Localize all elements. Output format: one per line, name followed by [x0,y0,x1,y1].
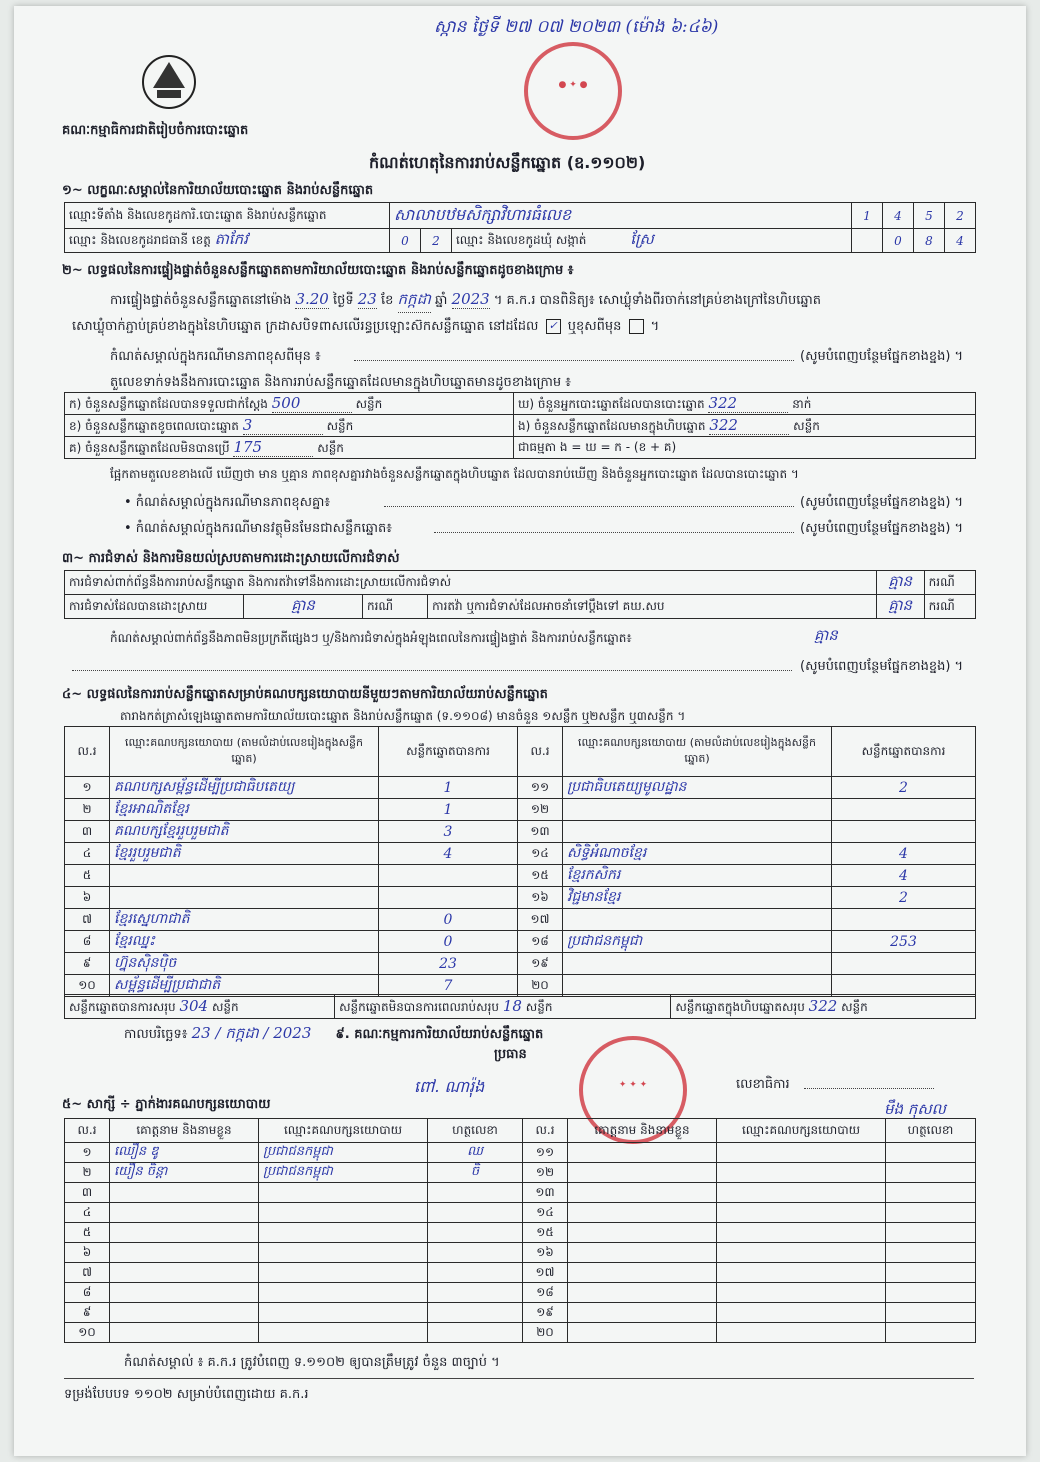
total-invalid-value: 18 [502,996,522,1015]
result-party [563,909,832,931]
secretary-dotline [804,1088,934,1089]
result-row [65,799,976,821]
witness-no: ៥ [65,1223,110,1243]
witness-party [717,1243,886,1263]
date-value: 23 / កក្កដា / 2023 [191,1024,312,1042]
witness-party [259,1263,428,1283]
witness-signature [886,1163,976,1183]
witness-no: ១០ [65,1323,110,1343]
witness-name [568,1283,717,1303]
figures-intro: តួលេខទាក់ទងនឹងការបោះឆ្នោត និងការរាប់សន្លឹកឆ្នោតដែលមានក្នុងហិបឆ្នោតមានដូចខាងក្រោម ៖ [110,375,571,390]
seal-check-line: សោឃ្លុំចាក់ភ្ជាប់គ្រប់ខាងក្នុងនៃហិបឆ្នោត ក្រដាសបិទពាសលើរន្ធប្រឡោះស៊កសន្លឹកឆ្នោត នៅដដែល ✓ ឬខុសពីមុន ។ [72,319,660,334]
witness-name [110,1323,259,1343]
witness-no: ១៣ [523,1183,568,1203]
witness-party [259,1283,428,1303]
witness-name [110,1283,259,1303]
unit-label: សន្លឹក [211,999,239,1014]
result-no: ៣ [65,821,110,843]
result-party: ខ្មែរអាណិតខ្មែរ [110,799,379,821]
result-no: ១១ [518,777,563,799]
col-no: ល.រ [65,727,110,777]
case-label: ករណី [924,595,975,619]
col-name: គោត្តនាម និងនាមខ្លួន [568,1119,717,1143]
result-no: ១២ [518,799,563,821]
witness-signature [886,1243,976,1263]
verify-year: 2023 [451,290,490,308]
appeal-value: គ្មាន [876,595,924,619]
total-box-label: សន្លឹកឆ្នោតក្នុងហិបឆ្នោតសរុប [675,999,805,1014]
footer-divider [64,1378,974,1379]
witness-table [64,1118,976,1343]
bullet-difference-dotline [384,506,794,507]
witness-signature [428,1283,523,1303]
location-code-digit: 1 [852,203,883,229]
handwritten-scan-note: ស្កាន​ ថ្ងៃទី ២៧ ០៧ ២០២៣ (ម៉ោង ៦:៤៦) [434,17,719,37]
province-cell [65,229,390,253]
form-footer: ទម្រង់បែបបទ ១១០២ សម្រាប់បំពេញដោយ គ.ក.រ [64,1387,309,1402]
verify-month: កក្កដា [398,290,431,313]
objection-count-label: ការជំទាស់ពាក់ព័ន្ធនឹងការរាប់សន្លឹកឆ្នោត និងការតវ៉ាទៅនឹងការដោះស្រាយលើការជំទាស់ [65,571,877,595]
witness-row [65,1243,976,1263]
result-no: ២ [65,799,110,821]
result-votes: 253 [832,931,976,953]
witness-no: ២០ [523,1323,568,1343]
result-party [110,887,379,909]
witness-signature [886,1183,976,1203]
witness-signature [428,1303,523,1323]
formula: ជាធម្មតា ង = ឃ = ក - (ខ + គ) [514,437,976,459]
witness-signature: ចិ [428,1163,523,1183]
witness-name [110,1243,259,1263]
committee-label: ៩. គណៈកម្មការការិយាល័យរាប់សន្លឹកឆ្នោត [335,1027,544,1042]
result-votes [832,821,976,843]
figure-d-value: 322 [708,394,788,413]
result-no: ១៩ [518,953,563,975]
witness-no: ៣ [65,1183,110,1203]
bullet-difference: • កំណត់សម្គាល់ក្នុងករណីមានភាពខុសគ្នា៖ [124,495,331,510]
witness-party: ប្រជាជនកម្ពុជា [259,1143,428,1163]
witness-no: ១៩ [523,1303,568,1323]
witness-party [259,1203,428,1223]
section3-title: ៣~ ការជំទាស់ និងការមិនយល់ស្របតាមការដោះស្រាយលើការជំទាស់ [62,551,400,566]
verification-line [110,290,821,313]
result-row [65,821,976,843]
result-votes: 1 [379,777,518,799]
location-code-digit: 2 [945,203,976,229]
result-no: ១៣ [518,821,563,843]
witness-no: ១៤ [523,1203,568,1223]
bullet-nonballot-dotline [434,532,794,533]
location-code-digit: 4 [883,203,914,229]
unit-label: សន្លឹក [793,418,820,433]
province-label: ឈ្មោះ និងលេខកូដរាជធានី ខេត្ត [69,232,211,247]
committee-official-seal: ✦ ✦ ✦ [579,1036,687,1144]
total-valid-value: 304 [179,996,209,1015]
result-votes: 0 [379,909,518,931]
witness-party [717,1143,886,1163]
result-votes: 4 [832,843,976,865]
col-votes: សន្លឹកឆ្នោតបានការ [379,727,518,777]
result-no: ១៥ [518,865,563,887]
unit-label: សន្លឹក [317,440,344,455]
result-party: សិទ្ធិអំណាចខ្មែរ [563,843,832,865]
date-line [124,1024,543,1046]
result-row [65,843,976,865]
witness-signature [886,1223,976,1243]
total-invalid-label: សន្លឹកឆ្នោតមិនបានការពេលរាប់សរុប [339,999,500,1014]
unchanged-checkbox[interactable]: ✓ [546,319,561,334]
result-no: ៤ [65,843,110,865]
witness-name [110,1183,259,1203]
result-party [563,799,832,821]
figure-b-label: ខ) ចំនួនសន្លឹកឆ្នោតខូចពេលបោះឆ្នោត [69,418,239,433]
witness-party [717,1303,886,1323]
location-table [64,202,976,253]
witness-name [568,1243,717,1263]
verify-day-label: ថ្ងៃទី [332,293,354,308]
seal-check-text: សោឃ្លុំចាក់ភ្ជាប់គ្រប់ខាងក្នុងនៃហិបឆ្នោត ក្រដាសបិទពាសលើរន្ធប្រឡោះស៊កសន្លឹកឆ្នោត នៅដដែល [72,319,539,334]
total-box-value: 322 [808,996,838,1015]
difference-note-suffix: (សូមបំពេញបន្ថែមផ្នែកខាងខ្នង) ។ [800,349,964,364]
commune-code-digit: 8 [914,229,945,253]
totals-table [64,994,976,1019]
commune-code-digit: 0 [883,229,914,253]
witness-name [110,1303,259,1323]
witness-signature [886,1143,976,1163]
witness-name [568,1163,717,1183]
witness-signature [428,1323,523,1343]
commune-code-blank [852,229,883,253]
col-sign: ហត្ថលេខា [428,1119,523,1143]
result-party: វិជ្ជមានខ្មែរ [563,887,832,909]
verify-year-label: ឆ្នាំ [435,293,448,308]
province-code-digit: 0 [390,229,421,253]
verify-day: 23 [357,290,377,308]
secretary-signature: មឹង កុសល [884,1100,946,1118]
changed-checkbox[interactable] [629,319,644,334]
result-votes [379,887,518,909]
result-party [110,865,379,887]
result-no: ១ [65,777,110,799]
result-party [563,953,832,975]
col-party: ឈ្មោះគណបក្សនយោបាយ [717,1119,886,1143]
witness-no: ១៨ [523,1283,568,1303]
changed-label: ឬខុសពីមុន [567,319,622,334]
unit-label: សន្លឹក [326,418,354,433]
witness-name [110,1203,259,1223]
verify-time-label: ការផ្ទៀងផ្ទាត់ចំនួនសន្លឹកឆ្នោតនៅម៉ោង [110,293,292,308]
irregularity-dotline [72,670,792,671]
witness-name [568,1323,717,1343]
witness-no: ៦ [65,1243,110,1263]
witness-row [65,1163,976,1183]
province-value: តាកែវ [214,229,248,248]
col-sign: ហត្ថលេខា [886,1119,976,1143]
witness-signature [886,1303,976,1323]
result-votes: 3 [379,821,518,843]
verify-line-rest: ។ គ.ក.រ បានពិនិត្យ៖ សោឃ្លុំទាំងពីរចាក់នៅគ្រប់ខាងក្រៅនៃហិបឆ្នោត [493,293,821,308]
witness-no: ៤ [65,1203,110,1223]
section4-intro: តារាងកត់ត្រាសំឡេងឆ្នោតតាមការិយាល័យបោះឆ្នោត និងរាប់សន្លឹកឆ្នោត (ទ.១១០៨) មានចំនួន ១សន្លឹក ឬ២សន្លឹក ឬ៣សន្លឹក ។ [120,709,686,723]
witness-no: ១ [65,1143,110,1163]
result-no: ៦ [65,887,110,909]
witness-signature [886,1323,976,1343]
unit-label: នាក់ [792,396,812,411]
commune-cell [452,229,852,253]
witness-name [568,1303,717,1323]
result-row [65,865,976,887]
result-party: គណបក្សសម្ព័ន្ធដើម្បីប្រជាធិបតេយ្យ [110,777,379,799]
irregularity-note-value: គ្មាន [814,626,838,644]
figure-c-value: 175 [233,438,313,457]
result-party: គណបក្សខ្មែររួបរួមជាតិ [110,821,379,843]
col-no: ល.រ [65,1119,110,1143]
result-row [65,953,976,975]
witness-no: ២ [65,1163,110,1183]
col-party: ឈ្មោះគណបក្សនយោបាយ (តាមលំដាប់លេខរៀងក្នុងសន្លឹកឆ្នោត) [563,727,832,777]
bullet-difference-suffix: (សូមបំពេញបន្ថែមផ្នែកខាងខ្នង) ។ [800,495,964,510]
witness-note: កំណត់សម្គាល់ ៖ គ.ក.រ ត្រូវបំពេញ ទ.១១០២ ឲ្យបានត្រឹមត្រូវ ចំនួន ៣ច្បាប់ ។ [124,1355,500,1370]
result-party: ខ្មែររួបរួមជាតិ [110,843,379,865]
unit-label: សន្លឹក [355,396,383,411]
figure-c-label: គ) ចំនួនសន្លឹកឆ្នោតដែលមិនបានប្រើ [69,440,230,455]
result-votes [832,799,976,821]
case-label: ករណី [363,595,428,619]
total-valid-label: សន្លឹកឆ្នោតបានការសរុប [69,999,176,1014]
difference-note-label: កំណត់សម្គាល់ក្នុងករណីមានភាពខុសពីមុន ៖ [110,349,321,364]
figure-b-value: 3 [243,416,323,435]
form-sheet [14,6,1026,1456]
result-votes [379,865,518,887]
irregularity-note-label: កំណត់សម្គាល់ពាក់ព័ន្ធនឹងភាពមិនប្រក្រតីផ្សេងៗ ឬ/និងការជំទាស់ក្នុងអំឡុងពេលនៃការផ្ទៀងផ្ទាត់ និងការរាប់សន្លឹកឆ្នោត៖ [110,631,632,645]
witness-row [65,1203,976,1223]
result-party: ប្រជាជនកម្ពុជា [563,931,832,953]
verify-month-label: ខែ [381,293,394,308]
witness-party [717,1203,886,1223]
figure-e-label: ង) ចំនួនសន្លឹកឆ្នោតដែលមានក្នុងហិបឆ្នោត [518,418,706,433]
witness-no: ១៧ [523,1263,568,1283]
witness-party [717,1163,886,1183]
result-party: ខ្មែរឈ្នះ [110,931,379,953]
result-votes: 1 [379,799,518,821]
result-no: ១៦ [518,887,563,909]
commune-value: ស្រែ [630,229,654,248]
result-party: ប្រជាធិបតេយ្យមូលដ្ឋាន [563,777,832,799]
col-no: ល.រ [523,1119,568,1143]
result-party: សម្ព័ន្ធដើម្បីប្រជាជាតិ [110,975,379,997]
result-party: ហ្វ៊ុនស៊ិនប៉ិច [110,953,379,975]
witness-party [259,1303,428,1323]
witness-party [717,1283,886,1303]
witness-signature: ឈ [428,1143,523,1163]
chair-signature: ពៅ. ណារ៉ុង [414,1077,485,1096]
section1-title: ១~ លក្ខណៈសម្គាល់នៃការិយាល័យបោះឆ្នោត និងរាប់សន្លឹកឆ្នោត [62,183,374,198]
result-no: ១៨ [518,931,563,953]
commune-label: ឈ្មោះ និងលេខកូដឃុំ សង្កាត់ [456,232,587,247]
witness-party [717,1183,886,1203]
result-votes: 7 [379,975,518,997]
vote-results-table [64,726,976,997]
witness-party [259,1243,428,1263]
figure-a-label: ក) ចំនួនសន្លឹកឆ្នោតដែលបានទទួលជាក់ស្ដែង [69,396,268,411]
org-name: គណៈកម្មាធិការជាតិរៀបចំការបោះឆ្នោត [62,123,249,138]
witness-row [65,1283,976,1303]
location-code-digit: 5 [914,203,945,229]
witness-party [259,1323,428,1343]
witness-no: ៩ [65,1303,110,1323]
result-no: ៩ [65,953,110,975]
col-party: ឈ្មោះគណបក្សនយោបាយ (តាមលំដាប់លេខរៀងក្នុងសន្លឹកឆ្នោត) [110,727,379,777]
witness-no: ៧ [65,1263,110,1283]
witness-name [568,1143,717,1163]
witness-name [110,1223,259,1243]
witness-signature [428,1243,523,1263]
nec-logo [139,48,199,114]
witness-name [568,1223,717,1243]
result-votes [832,909,976,931]
result-party [563,821,832,843]
figure-e-value: 322 [709,416,789,435]
result-row [65,887,976,909]
witness-party: ប្រជាជនកម្ពុជា [259,1163,428,1183]
witness-signature [428,1223,523,1243]
date-label: កាលបរិច្ឆេទ៖ [124,1027,188,1042]
irregularity-suffix: (សូមបំពេញបន្ថែមផ្នែកខាងខ្នង) ។ [800,659,964,674]
location-value: សាលាបឋមសិក្សាវិហារធំលេខ [390,203,852,229]
result-no: ១០ [65,975,110,997]
location-label: ឈ្មោះទីតាំង និងលេខកូដការិ.បោះឆ្នោត និងរាប់សន្លឹកឆ្នោត [65,203,390,229]
witness-row [65,1323,976,1343]
witness-name: ឈឿន ឌូ [110,1143,259,1163]
result-row [65,909,976,931]
witness-party [259,1223,428,1243]
ballot-figures-table [64,392,976,459]
form-title: កំណត់ហេតុនៃការរាប់សន្លឹកឆ្នោត (ឧ.១១០២) [369,153,646,172]
witness-no: ១១ [523,1143,568,1163]
result-votes [832,953,976,975]
resolved-value: គ្មាន [244,595,363,619]
result-votes: 4 [832,865,976,887]
result-row [65,931,976,953]
bullet-nonballot-suffix: (សូមបំពេញបន្ថែមផ្នែកខាងខ្នង) ។ [800,521,964,536]
witness-signature [428,1263,523,1283]
witness-party [259,1183,428,1203]
result-no: ៧ [65,909,110,931]
result-row [65,777,976,799]
witness-name [568,1203,717,1223]
witness-signature [886,1283,976,1303]
col-no: ល.រ [518,727,563,777]
figure-d-label: ឃ) ចំនួនអ្នកបោះឆ្នោតដែលបានបោះឆ្នោត [518,396,705,411]
result-votes: 0 [379,931,518,953]
appeal-label: ការតវ៉ា ឬការជំទាស់ដែលអាចនាំទៅប្ដឹងទៅ គឃ.សប [428,595,876,619]
section5-title: ៥~ សាក្សី ÷ ភ្នាក់ងារគណបក្សនយោបាយ [62,1097,271,1112]
witness-name [568,1263,717,1283]
section2-title: ២~ លទ្ធផលនៃការផ្ទៀងផ្ទាត់ចំនួនសន្លឹកឆ្នោតតាមការិយាល័យបោះឆ្នោត និងរាប់សន្លឹកឆ្នោតដូចខាងក្រោម ៖ [62,263,574,278]
witness-no: ៨ [65,1283,110,1303]
witness-name [568,1183,717,1203]
col-name: គោត្តនាម និងនាមខ្លួន [110,1119,259,1143]
objection-count-value: គ្មាន [876,571,924,595]
witness-signature [886,1263,976,1283]
col-votes: សន្លឹកឆ្នោតបានការ [832,727,976,777]
witness-party [717,1263,886,1283]
witness-signature [428,1203,523,1223]
result-party: ខ្មែរកសិករ [563,865,832,887]
witness-row [65,1143,976,1163]
witness-party [717,1323,886,1343]
objections-table [64,570,976,619]
witness-signature [428,1183,523,1203]
witness-party [717,1223,886,1243]
witness-row [65,1303,976,1323]
result-votes: 2 [832,887,976,909]
result-votes: 2 [832,777,976,799]
result-votes: 4 [379,843,518,865]
unit-label: សន្លឹក [525,999,553,1014]
difference-note-dotline [354,360,794,361]
section4-title: ៤~ លទ្ធផលនៃការរាប់សន្លឹកឆ្នោតសម្រាប់គណបក្សនយោបាយនីមួយៗតាមការិយាល័យរាប់សន្លឹកឆ្នោត [62,687,548,702]
unit-label: សន្លឹក [841,999,868,1014]
result-no: ៥ [65,865,110,887]
secretary-label: លេខាធិការ [736,1077,790,1092]
chair-label: ប្រធាន [494,1047,527,1062]
figure-a-value: 500 [272,394,352,413]
result-party: ខ្មែរស្នេហាជាតិ [110,909,379,931]
witness-row [65,1263,976,1283]
bullet-nonballot: • កំណត់សម្គាល់ក្នុងករណីមានវត្ថុមិនមែនជាសន្លឹកឆ្នោត៖ [124,521,392,536]
witness-no: ១៦ [523,1243,568,1263]
witness-no: ១២ [523,1163,568,1183]
result-no: ២០ [518,975,563,997]
province-code-digit: 2 [421,229,452,253]
result-no: ៨ [65,931,110,953]
verify-time: 3.20 [295,290,329,308]
witness-no: ១៥ [523,1223,568,1243]
commune-code-digit: 4 [945,229,976,253]
case-label: ករណី [924,571,975,595]
witness-row [65,1223,976,1243]
witness-row [65,1183,976,1203]
witness-signature [886,1203,976,1223]
result-no: ១៤ [518,843,563,865]
witness-name: យឿន ចិន្តា [110,1163,259,1183]
top-official-seal: ● ✦ ● [524,42,622,140]
comparison-statement: ផ្អែកតាមតួលេខខាងលើ ឃើញថា មាន ឬគ្មាន ភាពខុសគ្នារវាងចំនួនសន្លឹកឆ្នោតក្នុងហិបឆ្នោត ដែលបានរាប់ឃើញ និងចំនួនអ្នកបោះឆ្នោត ដែលបានបោះឆ្នោត ។ [110,467,799,481]
result-votes: 23 [379,953,518,975]
resolved-label: ការជំទាស់ដែលបានដោះស្រាយ [65,595,244,619]
witness-name [110,1263,259,1283]
col-party: ឈ្មោះគណបក្សនយោបាយ [259,1119,428,1143]
result-no: ១៧ [518,909,563,931]
